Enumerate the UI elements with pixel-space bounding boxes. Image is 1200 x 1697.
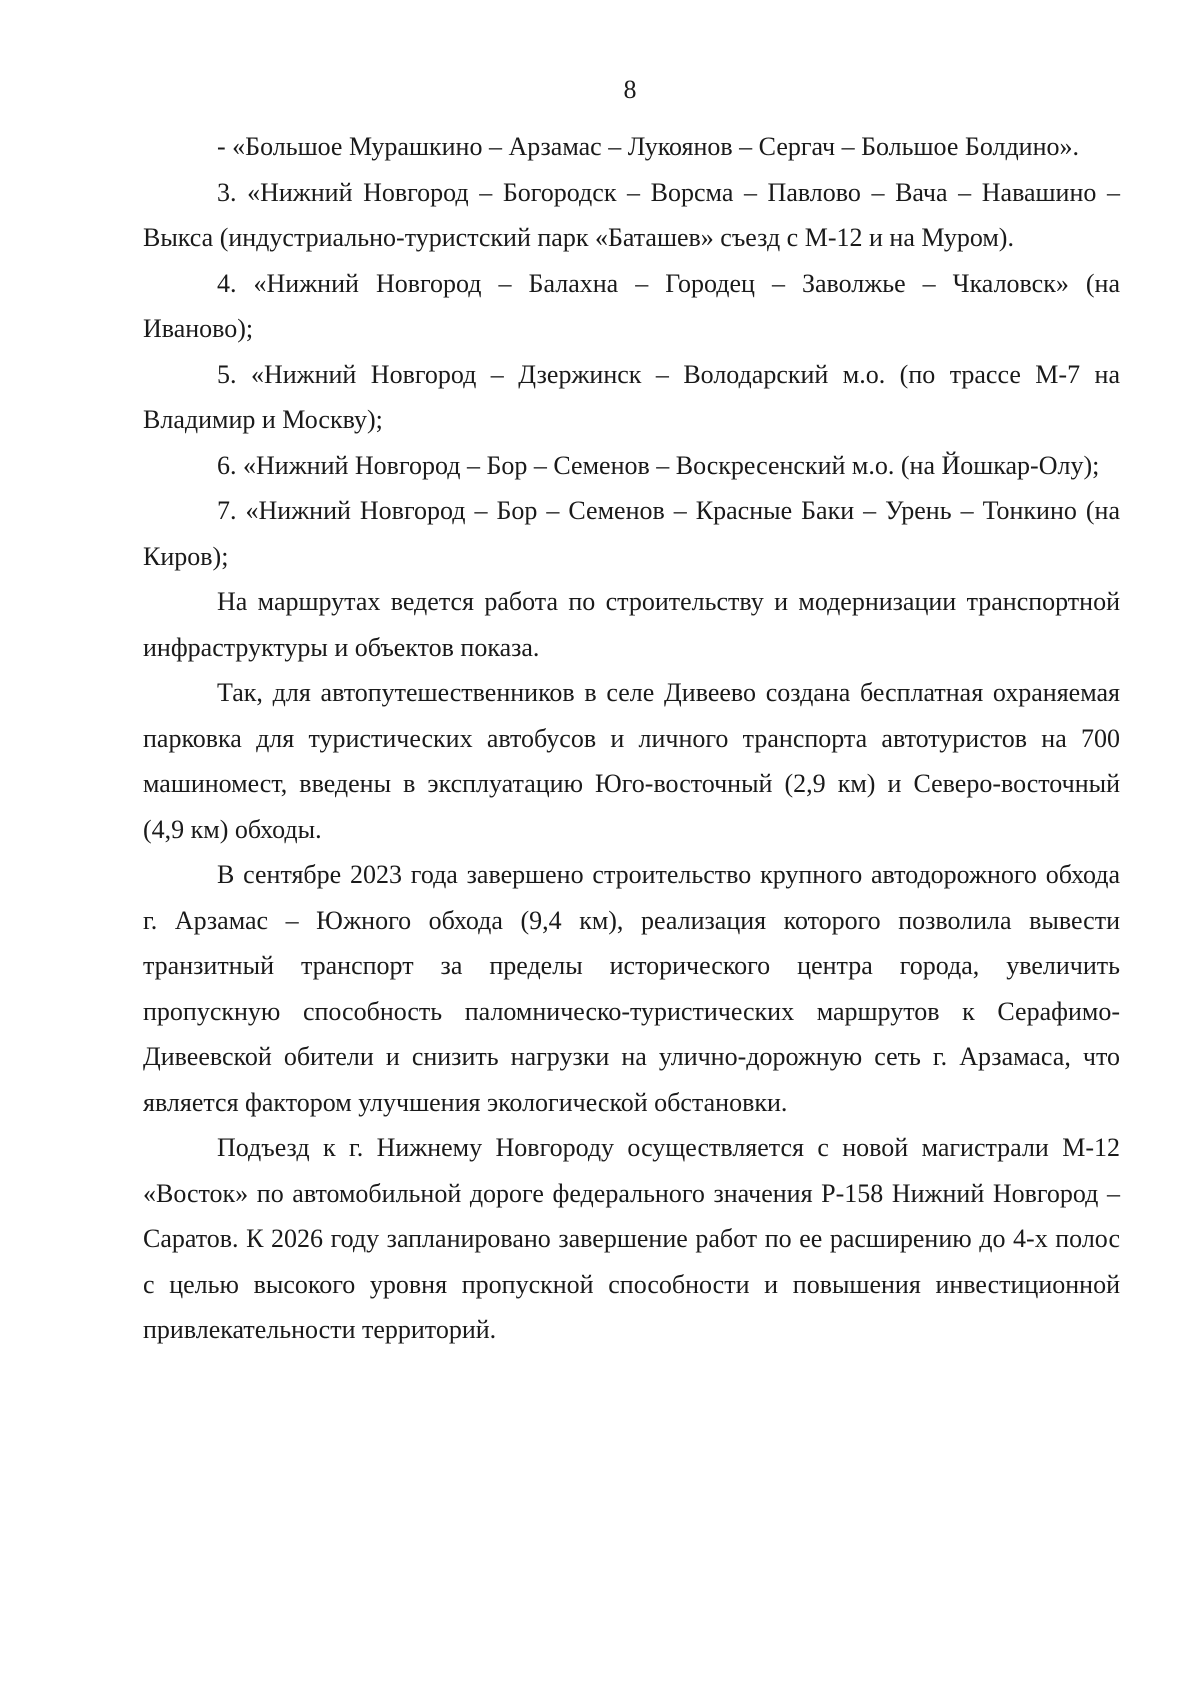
- paragraph-route-3: 3. «Нижний Новгород – Богородск – Ворсма – Павлово – Вача – Навашино – Выкса (индустриально-туристский парк «Баташев» съезд с М-12 и на Муром).: [143, 177, 1120, 252]
- paragraph-arzamas-bypass: В сентябре 2023 года завершено строительство крупного автодорожного обхода г. Арзамас – Южного обхода (9,4 км), реализация которого позволила вывести транзитный транспорт за пределы исторического центра города, увеличить пропускную способность паломническо-туристических маршрутов к Серафимо-Дивеевской обители и снизить нагрузки на улично-дорожную сеть г. Арзамаса, что является фактором улучшения экологической обстановки.: [143, 860, 1120, 1117]
- paragraph-m12-access: Подъезд к г. Нижнему Новгороду осуществляется с новой магистрали М-12 «Восток» по автомобильной дороге федерального значения Р-158 Нижний Новгород – Саратов. К 2026 году запланировано завершение работ по ее расширению до 4-х полос с целью высокого уровня пропускной способности и повышения инвестиционной привлекательности территорий.: [143, 1133, 1120, 1344]
- paragraph-route-4: 4. «Нижний Новгород – Балахна – Городец – Заволжье – Чкаловск» (на Иваново);: [143, 268, 1120, 343]
- document-body: [143, 124, 1120, 1353]
- paragraph-route-7: 7. «Нижний Новгород – Бор – Семенов – Красные Баки – Урень – Тонкино (на Киров);: [143, 496, 1120, 571]
- paragraph-infrastructure: На маршрутах ведется работа по строительству и модернизации транспортной инфраструктуры и объектов показа.: [143, 587, 1120, 662]
- paragraph-diveevo-parking: Так, для автопутешественников в селе Дивеево создана бесплатная охраняемая парковка для туристических автобусов и личного транспорта автотуристов на 700 машиномест, введены в эксплуатацию Юго-восточный (2,9 км) и Северо-восточный (4,9 км) обходы.: [143, 678, 1120, 844]
- paragraph-route-bolshoe-murashkino: - «Большое Мурашкино – Арзамас – Лукоянов – Сергач – Большое Болдино».: [217, 132, 1080, 161]
- paragraph-route-5: 5. «Нижний Новгород – Дзержинск – Володарский м.о. (по трассе М-7 на Владимир и Москву);: [143, 359, 1120, 434]
- page-number: 8: [623, 75, 637, 104]
- paragraph-route-6: 6. «Нижний Новгород – Бор – Семенов – Воскресенский м.о. (на Йошкар-Олу);: [217, 450, 1100, 480]
